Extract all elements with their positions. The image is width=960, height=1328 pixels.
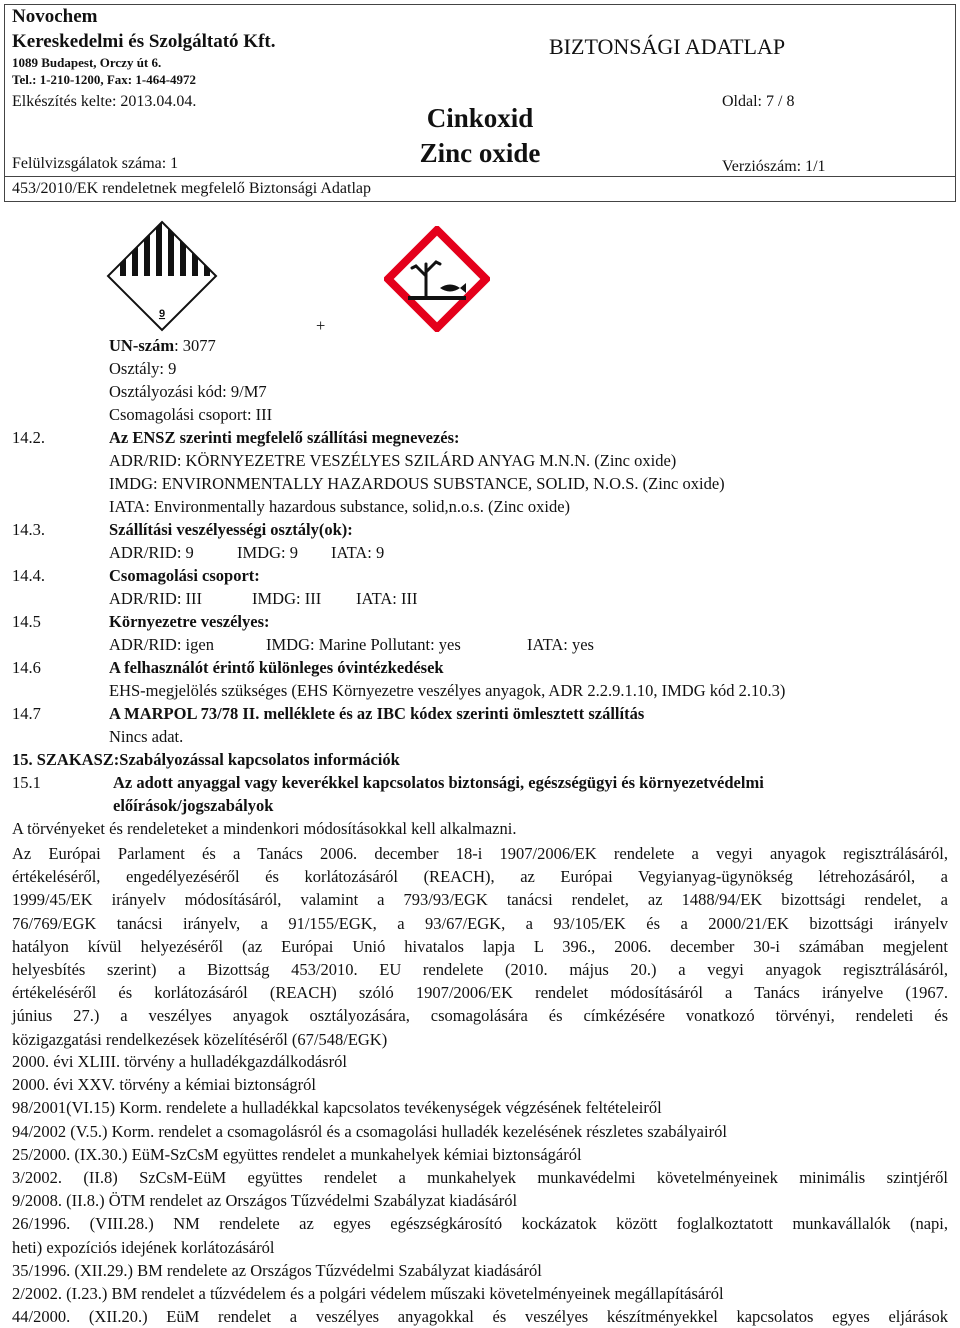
eu-regulation-line: Az Európai Parlament és a Tanács 2006. december 18-i 1907/2006/EK rendelete a vegyi anyagok regisztrálásáról, [12,844,948,863]
section-14-6-text: EHS-megjelölés szükséges (EHS Környezetre veszélyes anyagok, ADR 2.2.9.1.10, IMDG kód 2.10.3) [109,681,786,700]
law-item: 44/2000. (XII.20.) EüM rendelet a veszélyes anyagokkal és veszélyes készítményekkel kapcsolatos egyes eljárások [12,1307,948,1327]
un-number-value: : 3077 [174,336,216,355]
eu-regulation-line: értékeléséről és korlátozásáról (REACH) szóló 1907/2006/EK rendelet módosításáról a Tanács irányelve (1967. [12,983,948,1003]
section-15-1-title-line2: előírások/jogszabályok [113,796,274,815]
eu-regulation-line: 76/769/EGK tanácsi irányelv, a 91/155/EGK, a 93/67/EGK, a 93/105/EK és a 2000/21/EK bizottsági irányelv [12,913,948,933]
packing-group-imdg: IMDG: III [252,589,322,608]
eu-regulation-line: hatályon kívül helyezéséről (az Európai Unió hivatalos lapja L 396., 2006. december 30-i számában megjelent [12,936,948,956]
section-14-6-title: A felhasználót érintő különleges óvintézkedések [109,658,444,677]
regulation-reference: 453/2010/EK rendeletnek megfelelő Biztonsági Adatlap [12,180,372,197]
shipping-name-imdg: IMDG: ENVIRONMENTALLY HAZARDOUS SUBSTANCE, SOLID, N.O.S. (Zinc oxide) [109,474,725,493]
section-14-7-text: Nincs adat. [109,727,184,746]
transport-class: Osztály: 9 [109,359,177,378]
section-14-6-number: 14.6 [12,658,41,677]
law-item: 9/2008. (II.8.) ÖTM rendelet az Országos Tűzvédelmi Szabályzat kiadásáról [12,1191,518,1211]
law-item: 35/1996. (XII.29.) BM rendelete az Országos Tűzvédelmi Szabályzat kiadásáról [12,1260,542,1280]
class-9-number: 9 [158,308,166,320]
law-item: 2000. évi XXV. törvény a kémiai biztonságról [12,1075,316,1095]
law-item: 3/2002. (II.8) SzCsM-EüM együttes rendelet a munkahelyek munkavédelmi követelményeinek minimális szintjéről [12,1168,948,1188]
env-hazard-iata: IATA: yes [527,635,594,654]
law-item: 2/2002. (I.23.) BM rendelet a tűzvédelem és a polgári védelem műszaki követelményeinek megállapításáról [12,1284,724,1304]
page-number: Oldal: 7 / 8 [722,93,795,110]
company-address: 1089 Budapest, Orczy út 6. [12,55,162,70]
law-item: 26/1996. (VIII.28.) NM rendelete az egyes egészségkárosító kockázatok között foglalkoztatott munkavállalók (napi, [12,1214,948,1234]
env-hazard-adr: ADR/RID: igen [109,635,214,654]
law-item: 25/2000. (IX.30.) EüM-SzCsM együttes rendelet a munkahelyek kémiai biztonságáról [12,1144,582,1164]
env-hazard-imdg: IMDG: Marine Pollutant: yes [266,635,461,654]
section-14-7-number: 14.7 [12,704,41,723]
section-15-intro: A törvényeket és rendeleteket a mindenkori módosításokkal kell alkalmazni. [12,819,517,838]
eu-regulation-paragraph [12,842,948,1051]
section-14-5-title: Környezetre veszélyes: [109,612,270,631]
section-14-5-number: 14.5 [12,612,41,631]
version-number: Verziószám: 1/1 [722,158,826,175]
product-name-en: Zinc oxide [419,138,541,168]
eu-regulation-line: helyesbítés szerint) a Bizottság 453/2010. EU rendelete (2010. május 20.) a vegyi anyagok regisztrálásáról, [12,960,948,980]
prepared-date: Elkészítés kelte: 2013.04.04. [12,93,197,110]
section-14-4-title: Csomagolási csoport: [109,566,260,585]
section-15-1-title-line1: Az adott anyaggal vagy keverékkel kapcsolatos biztonsági, egészségügyi és környezetvédelmi [113,773,764,792]
shipping-name-iata: IATA: Environmentally hazardous substance, solid,n.o.s. (Zinc oxide) [109,497,571,516]
product-name-hu: Cinkoxid [426,103,534,133]
environment-hazard-icon [384,226,490,332]
national-laws-list [12,1050,948,1328]
section-14-2-number: 14.2. [12,428,45,447]
classification-code: Osztályozási kód: 9/M7 [109,382,267,401]
un-number-label: UN-szám [109,336,175,355]
law-item: 98/2001(VI.15) Korm. rendelete a hulladékkal kapcsolatos tevékenységek végzésének feltételeiről [12,1098,662,1118]
hazard-class-imdg: IMDG: 9 [237,543,298,562]
packing-group-adr: ADR/RID: III [109,589,203,608]
shipping-name-adr: ADR/RID: KÖRNYEZETRE VESZÉLYES SZILÁRD ANYAG M.N.N. (Zinc oxide) [109,451,677,470]
revision-count: Felülvizsgálatok száma: 1 [12,155,179,172]
section-15-1-number: 15.1 [12,773,41,792]
document-type-title: BIZTONSÁGI ADATLAP [549,34,786,59]
packing-group-iata: IATA: III [356,589,418,608]
law-item: heti) expozíciós idejének korlátozásáról [12,1237,275,1257]
hazard-class-iata: IATA: 9 [331,543,385,562]
class-9-diamond-icon [106,220,218,332]
eu-regulation-line: közigazgatási rendelkezések közelítéséről (67/548/EGK) [12,1029,388,1049]
eu-regulation-line: értékeléséről, engedélyezéséről és korlátozásáról (REACH), az Európai Vegyianyag-ügynökség létrehozásáról, a [12,867,948,887]
section-14-4-number: 14.4. [12,566,45,585]
company-full-name: Kereskedelmi és Szolgáltató Kft. [12,31,276,52]
section-14-7-title: A MARPOL 73/78 II. melléklete és az IBC kódex szerinti ömlesztett szállítás [109,704,645,723]
company-name: Novochem [12,6,98,27]
section-15-heading: 15. SZAKASZ:Szabályozással kapcsolatos információk [12,750,400,769]
law-item: 2000. évi XLIII. törvény a hulladékgazdálkodásról [12,1052,347,1071]
eu-regulation-line: 1999/45/EK irányelv módosításáról, valamint a 793/93/EGK tanácsi rendelet, az 1488/94/EK bizottsági rendelet, a [12,890,948,910]
un-number [109,336,216,356]
header-divider [4,176,956,177]
company-phone-fax: Tel.: 1-210-1200, Fax: 1-464-4972 [12,72,197,87]
plus-sign: + [316,316,326,335]
section-14-3-number: 14.3. [12,520,45,539]
section-14-2-title: Az ENSZ szerinti megfelelő szállítási megnevezés: [109,428,460,447]
eu-regulation-line: június 27.) a veszélyes anyagok osztályozására, csomagolására és címkézésére vonatkozó törvényi, rendeleti és [12,1006,948,1026]
packing-group: Csomagolási csoport: III [109,405,273,424]
section-14-3-title: Szállítási veszélyességi osztály(ok): [109,520,353,539]
hazard-class-adr: ADR/RID: 9 [109,543,194,562]
law-item: 94/2002 (V.5.) Korm. rendelet a csomagolásról és a csomagolási hulladék kezelésének részletes szabályairól [12,1121,727,1141]
